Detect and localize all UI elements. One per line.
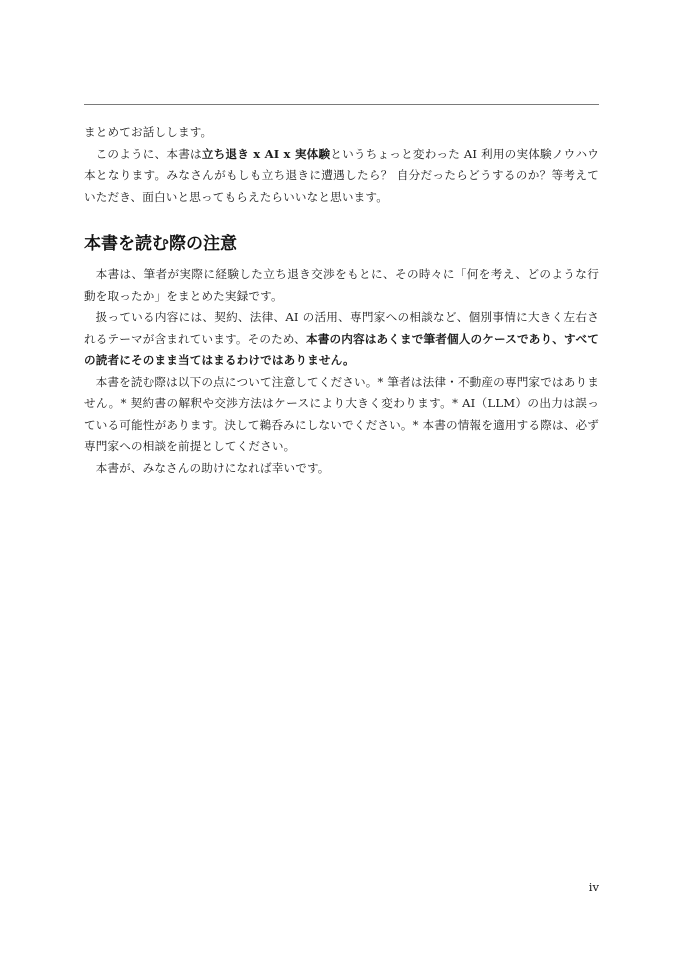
section-body <box>84 264 599 479</box>
header-rule <box>84 104 599 105</box>
intro-text-pre: このように、本書は <box>95 146 202 161</box>
section-paragraph-3: 本書を読む際は以下の点について注意してください。* 筆者は法律・不動産の専門家ではありません。* 契約書の解釈や交渉方法はケースにより大きく変わります。* AI（LLM）の出力は誤っている可能性があります。決して鵜呑みにしないでください。* 本書の情報を適用する際は、必ず専門家への相談を前提としてください。 <box>84 374 599 453</box>
section-paragraph-1: 本書は、筆者が実際に経験した立ち退き交渉をもとに、その時々に「何を考え、どのような行動を取ったか」をまとめた実録です。 <box>84 267 599 303</box>
intro-continuation: まとめてお話しします。 <box>84 125 213 139</box>
intro-text-post: というちょっと変わった AI 利用の実体験ノウハウ本となります。みなさんがもしも立ち退きに遭遇したら？ 自分だったらどうするのか？等考えていただき、面白いと思ってもらえたらいいなと思います。 <box>84 146 600 204</box>
intro-bold-phrase: 立ち退き x AI x 実体験 <box>201 146 331 161</box>
section-paragraph-2-pre: 扱っている内容には、契約、法律、AI の活用、専門家への相談など、個別事情に大きく左右されるテーマが含まれています。そのため、 <box>84 310 599 346</box>
intro-text <box>84 122 599 208</box>
section-paragraph-4: 本書が、みなさんの助けになれば幸いです。 <box>95 460 330 475</box>
section-paragraph-2-bold: 本書の内容はあくまで筆者個人のケースであり、すべての読者にそのまま当てはまるわけではありません。 <box>84 331 599 367</box>
section-paragraph-2 <box>84 307 599 372</box>
section-heading: 本書を読む際の注意 <box>84 234 237 254</box>
intro-paragraph <box>84 144 599 209</box>
page-number: iv <box>588 880 599 894</box>
